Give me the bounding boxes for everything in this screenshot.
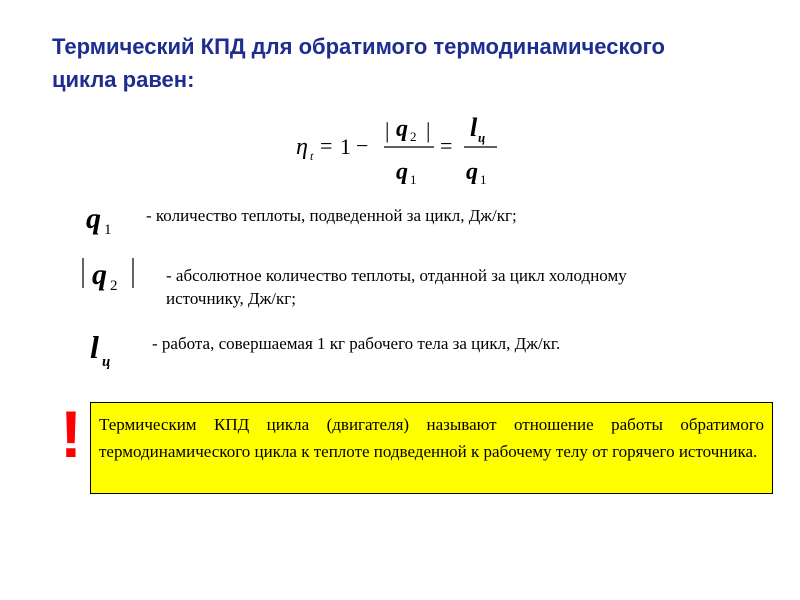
- definition-q2-line-1: - абсолютное количество теплоты, отданной за цикл холодному: [166, 266, 627, 285]
- symbol-q2-sub: 2: [110, 278, 118, 294]
- formula-q1-den2-sub: 1: [480, 172, 487, 187]
- definition-q2-text: [166, 265, 627, 310]
- symbol-l-sub: ц: [102, 354, 111, 370]
- formula-bar-left: |: [385, 118, 390, 143]
- symbol-abs-q2: [78, 254, 142, 296]
- definition-q1-text: - количество теплоты, подведенной за цикл, Дж/кг;: [146, 206, 517, 225]
- formula-eta: η: [296, 134, 308, 160]
- formula-eta-sub: t: [310, 149, 314, 163]
- title-line-2: цикла равен:: [52, 67, 195, 92]
- formula-q1-den: q: [396, 159, 408, 185]
- symbol-q1: [84, 200, 124, 240]
- symbol-l-cycle: [86, 328, 126, 370]
- formula-q2-sub: 2: [410, 129, 417, 144]
- formula-l-sub: ц: [478, 130, 486, 145]
- formula-q1-den2: q: [466, 159, 478, 185]
- title-line-1: Термический КПД для обратимого термодинамического: [52, 34, 665, 59]
- definition-note-box: Термическим КПД цикла (двигателя) называют отношение работы обратимого термодинамического цикла к теплоте подведенной к рабочему телу от горячего источника.: [90, 402, 773, 494]
- page-title: [52, 30, 752, 96]
- definition-q2-line-2: источнику, Дж/кг;: [166, 289, 296, 308]
- formula-q1-den-sub: 1: [410, 172, 417, 187]
- exclamation-icon: !: [60, 397, 82, 471]
- symbol-q1-letter: q: [86, 202, 101, 235]
- symbol-q2-letter: q: [92, 258, 107, 291]
- symbol-l-letter: l: [90, 329, 99, 365]
- formula-l: l: [470, 113, 478, 142]
- definition-l-text: - работа, совершаемая 1 кг рабочего тела за цикл, Дж/кг.: [152, 334, 561, 353]
- formula-q2: q: [396, 116, 408, 142]
- formula-one: 1: [340, 134, 351, 159]
- formula-bar-right: |: [426, 118, 431, 143]
- symbol-q1-sub: 1: [104, 222, 112, 238]
- formula-eq1: =: [320, 133, 333, 158]
- efficiency-formula: [292, 110, 502, 190]
- formula-eq2: =: [440, 133, 453, 158]
- formula-minus: −: [356, 133, 369, 158]
